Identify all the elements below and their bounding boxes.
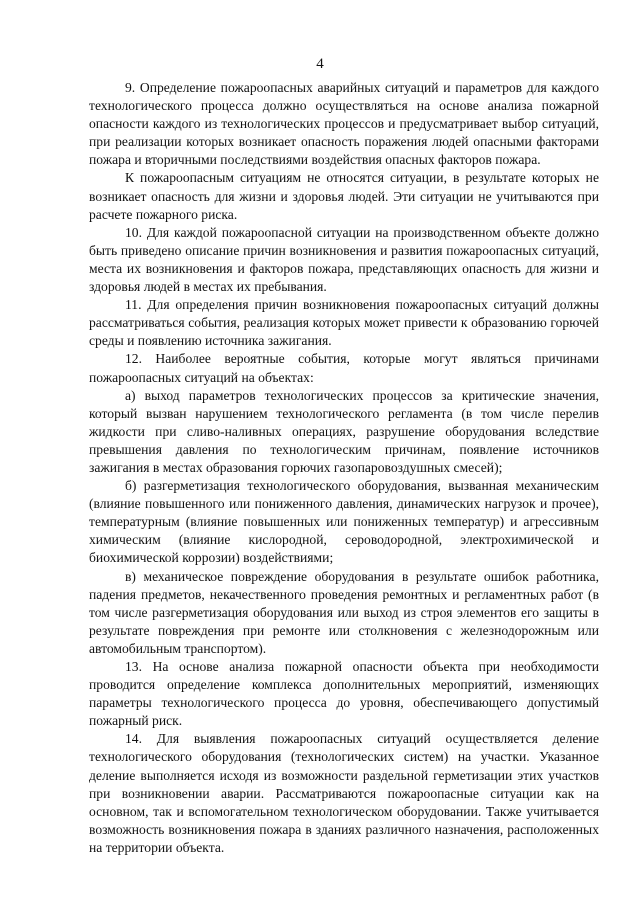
- paragraph-11: 11. Для определения причин возникновения пожароопасных ситуаций должны рассматриваться события, реализация которых может привести к образованию горючей среды и появлению источника зажигания.: [89, 297, 599, 349]
- paragraph-9-note: К пожароопасным ситуациям не относятся ситуации, в результате которых не возникает опасность для жизни и здоровья людей. Эти ситуации не учитываются при расчете пожарного риска.: [89, 170, 599, 222]
- paragraph-12-item-b: б) разгерметизация технологического оборудования, вызванная механическим (влияние повышенного или пониженного давления, динамических нагрузок и прочее), температурным (влияние повышенных или пониженных температур) и агрессивным химическим (влияние кислородной, сероводородной, электрохимической и биохимической коррозии) воздействиями;: [89, 478, 599, 566]
- paragraph-10: 10. Для каждой пожароопасной ситуации на производственном объекте должно быть приведено описание причин возникновения и развития пожароопасных ситуаций, места их возникновения и факторов пожара, представляющих опасность для жизни и здоровья людей в местах их пребывания.: [89, 224, 599, 295]
- paragraph-13: 13. На основе анализа пожарной опасности объекта при необходимости проводится определение комплекса дополнительных мероприятий, изменяющих параметры технологического процесса до уровня, обеспечивающего допустимый пожарный риск.: [89, 659, 599, 729]
- page-number: 4: [316, 56, 324, 72]
- paragraph-12-item-a: а) выход параметров технологических процессов за критические значения, который вызван нарушением технологического регламента (в том числе перелив жидкости при сливо-наливных операциях, разрушение оборудования вследствие превышения давления по технологическим причинам, появление источников зажигания в местах образования горючих газопаровоздушных смесей);: [89, 387, 599, 475]
- paragraph-12: 12. Наиболее вероятные события, которые могут являться причинами пожароопасных ситуаций на объектах:: [89, 351, 599, 385]
- document-body: [89, 79, 599, 857]
- paragraph-14: 14. Для выявления пожароопасных ситуаций осуществляется деление технологического оборудования (технологических систем) на участки. Указанное деление выполняется исходя из возможности раздельной герметизации этих участков при возникновении аварии. Рассматриваются пожароопасные ситуации как на основном, так и вспомогательном технологическом оборудовании. Также учитывается возможность возникновения пожара в зданиях различного назначения, расположенных на территории объекта.: [89, 731, 599, 855]
- paragraph-9: 9. Определение пожароопасных аварийных ситуаций и параметров для каждого технологического процесса должно осуществляться на основе анализа пожарной опасности каждого из технологических процессов и предусматривает выбор ситуаций, при реализации которых возникает опасность поражения людей опасными факторами пожара и вторичными последствиями воздействия опасных факторов пожара.: [89, 80, 599, 168]
- paragraph-12-item-c: в) механическое повреждение оборудования в результате ошибок работника, падения предметов, некачественного проведения ремонтных и регламентных работ (в том числе разгерметизация оборудования или выход из строя элементов его защиты в результате повреждения при ремонте или столкновения с железнодорожным или автомобильным транспортом).: [89, 568, 599, 656]
